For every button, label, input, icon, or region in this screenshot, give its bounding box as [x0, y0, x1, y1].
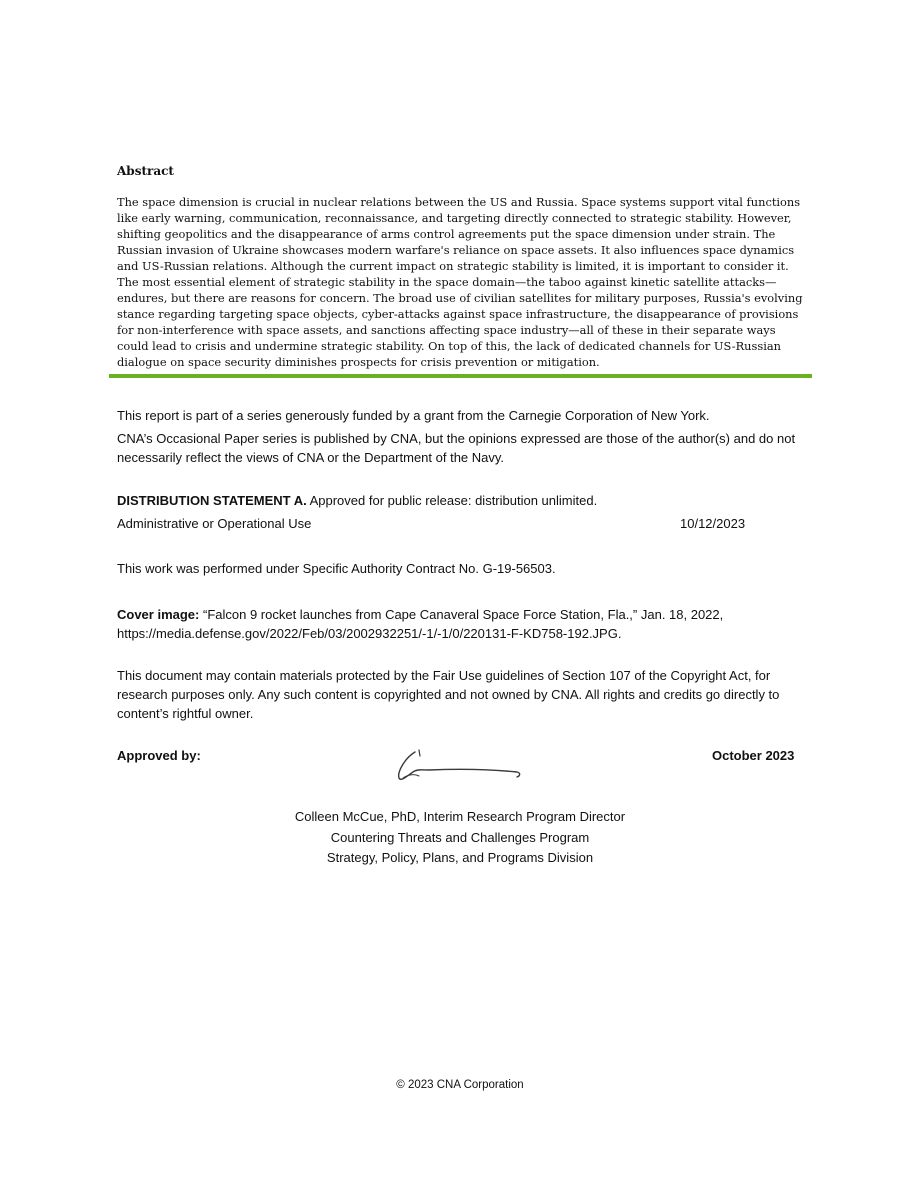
contract-statement: This work was performed under Specific Authority Contract No. G-19-56503.	[117, 561, 556, 576]
distribution-text: Approved for public release: distribution unlimited.	[306, 493, 598, 508]
distribution-date: 10/12/2023	[680, 516, 746, 531]
signatory-name-title: Colleen McCue, PhD, Interim Research Program Director	[294, 809, 626, 824]
distribution-statement	[117, 491, 807, 510]
signatory-block	[260, 807, 660, 869]
cover-image-text: “Falcon 9 rocket launches from Cape Canaveral Space Force Station, Fla.,” Jan. 18, 2022, https://media.defense.gov/2022/Feb/03/2002932251/-1/-1/0/220131-F-KD758-192.JPG.	[117, 607, 724, 641]
section-divider	[109, 374, 812, 378]
approval-date: October 2023	[712, 748, 795, 763]
abstract-heading: Abstract	[117, 164, 174, 178]
use-category: Administrative or Operational Use	[117, 516, 312, 531]
copyright-notice: © 2023 CNA Corporation	[396, 1079, 524, 1091]
signatory-program: Countering Threats and Challenges Program	[330, 829, 590, 845]
signatory-division: Strategy, Policy, Plans, and Programs Division	[326, 850, 594, 865]
signature-image	[393, 744, 525, 788]
abstract-body: The space dimension is crucial in nuclear relations between the US and Russia. Space systems support vital functions like early warning, communication, reconnaissance, and targeting directly connected to strategic stability. However, shifting geopolitics and the disappearance of arms control agreements put the space dimension under strain. The Russian invasion of Ukraine showcases modern warfare's reliance on space assets. It also influences space dynamics and US-Russian relations. Although the current impact on strategic stability is limited, it is important to consider it. The most essential element of strategic stability in the space domain—the taboo against kinetic satellite attacks—endures, but there are reasons for concern. The broad use of civilian satellites for military purposes, Russia's evolving stance regarding targeting space objects, cyber-attacks against space infrastructure, the disappearance of provisions for non-interference with space assets, and sanctions affecting space industry—all of these in their separate ways could lead to crisis and undermine strategic stability. On top of this, the lack of dedicated channels for US-Russian dialogue on space security diminishes prospects for crisis prevention or mitigation.	[117, 195, 803, 369]
approved-by-label: Approved by:	[117, 748, 201, 763]
distribution-label: DISTRIBUTION STATEMENT A.	[117, 493, 307, 508]
cover-image-label: Cover image:	[117, 607, 200, 622]
fair-use-statement: This document may contain materials protected by the Fair Use guidelines of Section 107 of the Copyright Act, for research purposes only. Any such content is copyrighted and not owned by CNA. All rights and credits go directly to content’s rightful owner.	[117, 668, 780, 721]
disclaimer-statement: CNA’s Occasional Paper series is published by CNA, but the opinions expressed are those of the author(s) and do not necessarily reflect the views of CNA or the Department of the Navy.	[117, 431, 796, 465]
cover-image-credit	[117, 605, 807, 643]
funding-statement: This report is part of a series generously funded by a grant from the Carnegie Corporation of New York.	[117, 408, 710, 423]
